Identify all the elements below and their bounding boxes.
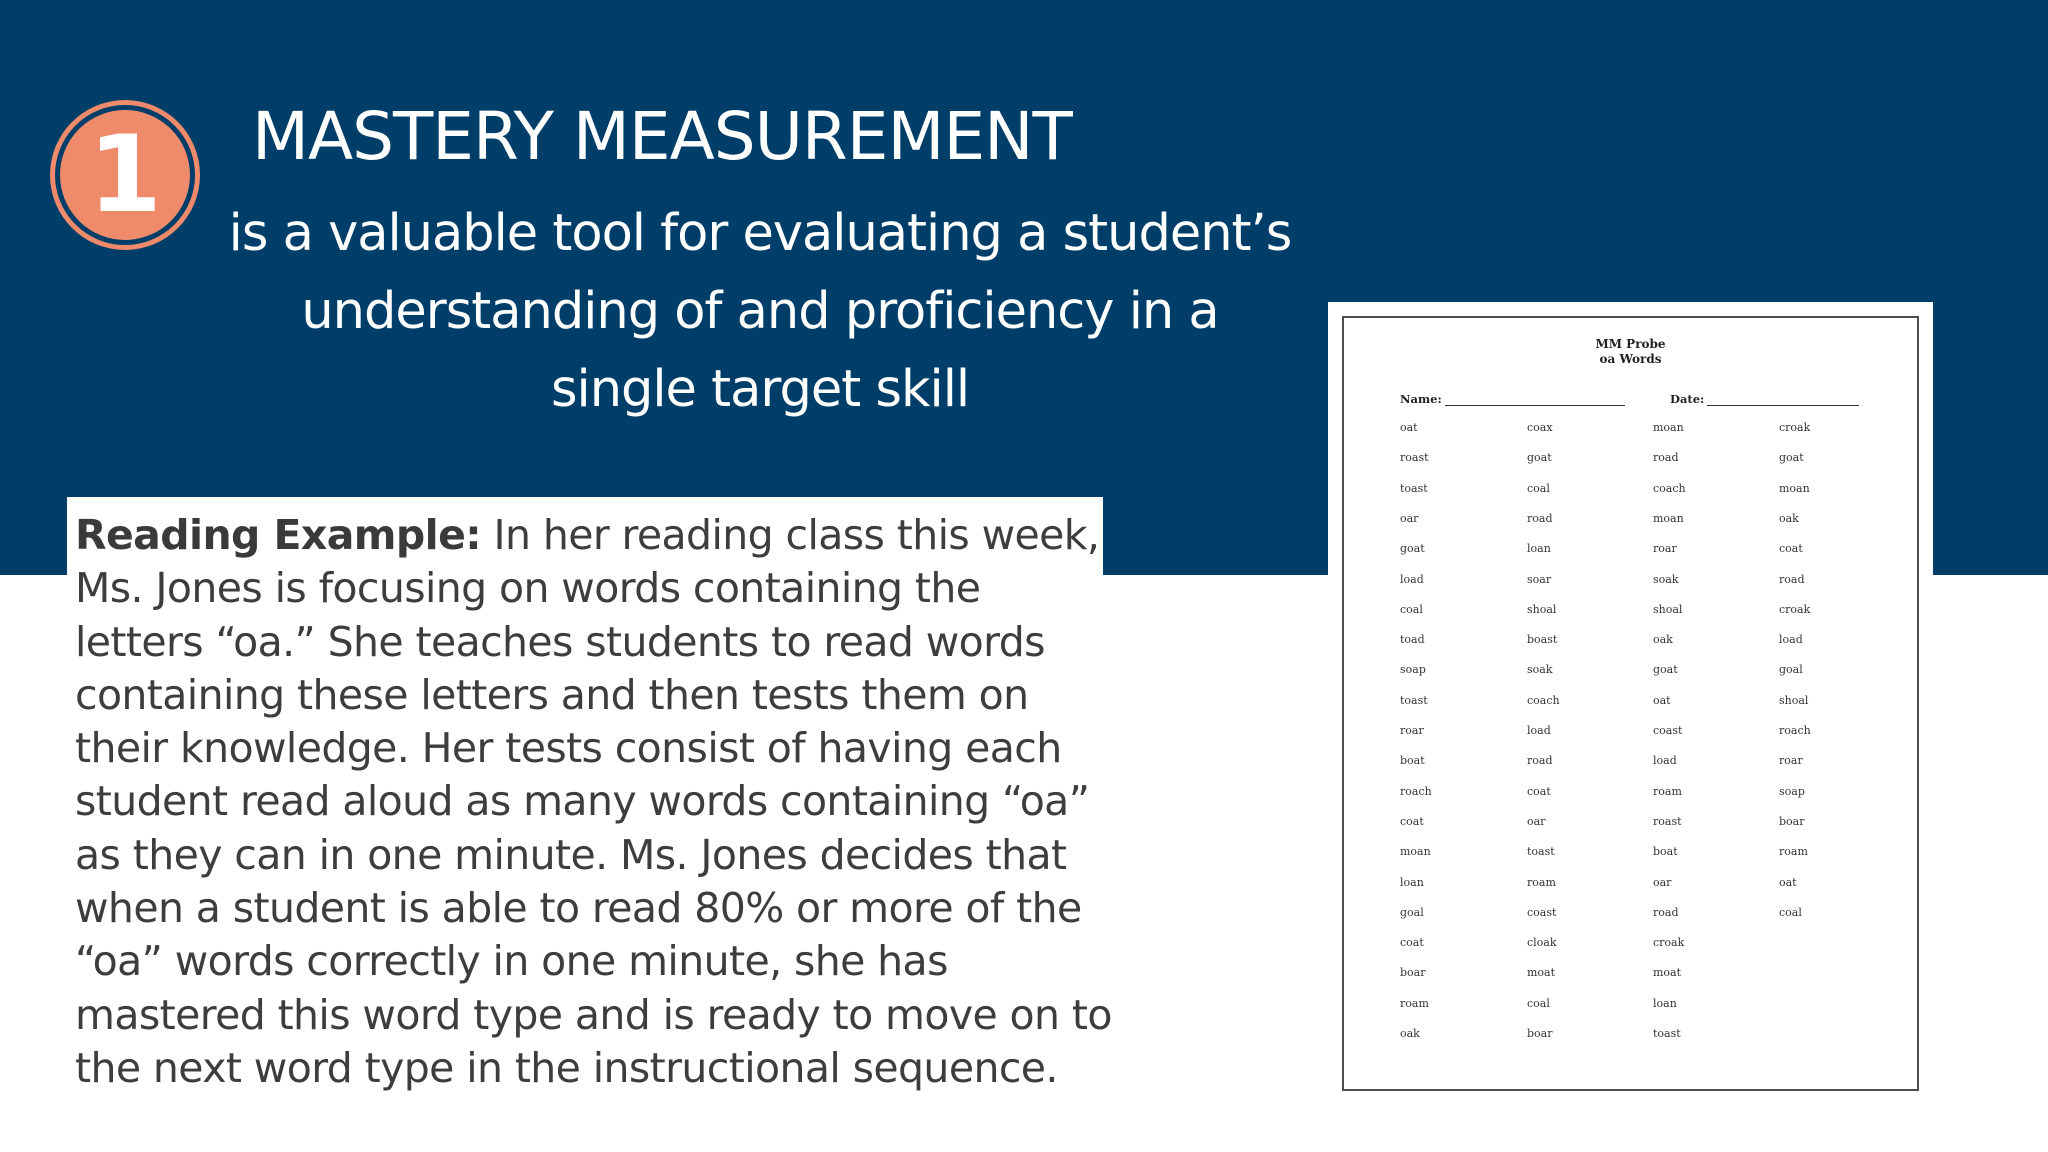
subtitle-line: single target skill <box>550 360 970 419</box>
probe-word: load <box>1779 633 1803 647</box>
probe-word: oat <box>1779 875 1797 889</box>
probe-word: oat <box>1400 421 1418 434</box>
probe-word: roach <box>1779 724 1811 737</box>
probe-word: toad <box>1400 633 1425 647</box>
probe-word: coal <box>1527 996 1550 1010</box>
probe-word: moat <box>1527 966 1556 980</box>
probe-word: load <box>1527 724 1551 737</box>
probe-word: road <box>1527 511 1553 525</box>
probe-word: boat <box>1400 754 1425 768</box>
date-field <box>1670 392 1859 406</box>
probe-word: roam <box>1527 875 1556 889</box>
probe-word: coast <box>1527 905 1557 919</box>
probe-word: road <box>1653 905 1679 919</box>
probe-word: roar <box>1779 754 1803 768</box>
probe-word: shoal <box>1779 693 1809 707</box>
probe-word: shoal <box>1527 602 1557 616</box>
probe-word: moan <box>1653 421 1684 434</box>
name-field <box>1400 392 1625 406</box>
probe-word: loan <box>1653 996 1677 1010</box>
probe-word: oak <box>1653 633 1673 647</box>
probe-word: oar <box>1527 814 1546 828</box>
probe-word: toast <box>1400 481 1428 495</box>
reading-example-body: In her reading class this week, Ms. Jones is focusing on words containing the letters “oa.” She teaches students to read words containing these letters and then tests them on their knowledge. Her tests consist of having each student read aloud as many words containing “oa” as they can in one minute. Ms. Jones decides that when a student is able to read 80% or more of the “oa” words correctly in one minute, she has mastered this word type and is ready to move on to the next word type in the instructional sequence. <box>75 511 1112 1092</box>
probe-word: moan <box>1400 845 1431 859</box>
mm-probe-sheet <box>1342 316 1919 1091</box>
mm-probe-image <box>1328 302 1933 1105</box>
probe-word: roast <box>1400 451 1429 465</box>
probe-word: croak <box>1779 421 1811 434</box>
probe-word-grid <box>1400 421 1900 1061</box>
probe-word: toast <box>1527 845 1555 859</box>
step-number: 1 <box>88 113 162 236</box>
probe-word: roast <box>1653 814 1682 828</box>
probe-word: soak <box>1653 572 1679 586</box>
probe-word: soap <box>1400 663 1426 677</box>
subtitle-line: is a valuable tool for evaluating a student’s <box>228 204 1292 263</box>
probe-word: oak <box>1400 1027 1420 1040</box>
probe-word: boar <box>1400 966 1426 980</box>
probe-word: goal <box>1779 663 1803 677</box>
probe-word: road <box>1527 754 1553 768</box>
probe-word: goat <box>1653 663 1678 677</box>
probe-word: boar <box>1779 814 1805 828</box>
probe-word: road <box>1653 451 1679 465</box>
probe-word: load <box>1653 754 1677 768</box>
probe-word: oat <box>1653 693 1671 707</box>
probe-word: coat <box>1400 936 1424 950</box>
subtitle-line: understanding of and proficiency in a <box>301 282 1219 341</box>
probe-word: coal <box>1527 481 1550 495</box>
probe-word: coal <box>1400 602 1423 616</box>
date-label: Date: <box>1670 392 1705 406</box>
probe-word: roam <box>1400 996 1429 1010</box>
probe-word: oar <box>1400 511 1419 525</box>
probe-subtitle: oa Words <box>1599 352 1662 366</box>
probe-word: moan <box>1653 511 1684 525</box>
probe-word: toast <box>1400 693 1428 707</box>
probe-word: goat <box>1400 542 1425 556</box>
probe-word: roach <box>1400 784 1432 798</box>
probe-header <box>1344 337 1917 367</box>
reading-example-box <box>67 497 1112 1107</box>
probe-word: goal <box>1400 905 1424 919</box>
probe-word: coast <box>1653 724 1683 737</box>
probe-word: moat <box>1653 966 1682 980</box>
probe-word: coat <box>1400 814 1424 828</box>
probe-word: croak <box>1779 602 1811 616</box>
probe-word: coat <box>1779 542 1803 556</box>
reading-example-text <box>75 509 1115 1095</box>
probe-word: boar <box>1527 1027 1553 1040</box>
probe-word: roam <box>1779 845 1808 859</box>
date-line <box>1707 394 1859 406</box>
probe-word: soap <box>1779 784 1805 798</box>
probe-word: coal <box>1779 905 1802 919</box>
probe-word: coat <box>1527 784 1551 798</box>
probe-word: cloak <box>1527 936 1557 950</box>
probe-word: soar <box>1527 572 1552 586</box>
probe-word: roar <box>1400 724 1424 737</box>
reading-example-label: Reading Example: <box>75 511 482 559</box>
probe-word: boat <box>1653 845 1678 859</box>
probe-fields <box>1400 392 1890 412</box>
slide-title: MASTERY MEASUREMENT <box>252 98 1072 175</box>
probe-word: roam <box>1653 784 1682 798</box>
probe-word: road <box>1779 572 1805 586</box>
probe-word: moan <box>1779 481 1810 495</box>
step-number-badge <box>55 105 195 245</box>
probe-word: loan <box>1400 875 1424 889</box>
probe-word: roar <box>1653 542 1677 556</box>
probe-word: croak <box>1653 936 1685 950</box>
probe-word: coax <box>1527 421 1553 434</box>
probe-word: coach <box>1653 481 1686 495</box>
probe-word: shoal <box>1653 602 1683 616</box>
probe-word: coach <box>1527 693 1560 707</box>
name-line <box>1445 394 1625 406</box>
probe-word: boast <box>1527 633 1558 647</box>
probe-word: loan <box>1527 542 1551 556</box>
probe-word: toast <box>1653 1027 1681 1040</box>
probe-word: oar <box>1653 875 1672 889</box>
name-label: Name: <box>1400 392 1442 406</box>
probe-title: MM Probe <box>1595 337 1666 351</box>
slide-subtitle <box>180 195 1340 429</box>
probe-word: goat <box>1779 451 1804 465</box>
probe-word: goat <box>1527 451 1552 465</box>
probe-word: oak <box>1779 511 1799 525</box>
probe-word: load <box>1400 572 1424 586</box>
probe-word: soak <box>1527 663 1553 677</box>
